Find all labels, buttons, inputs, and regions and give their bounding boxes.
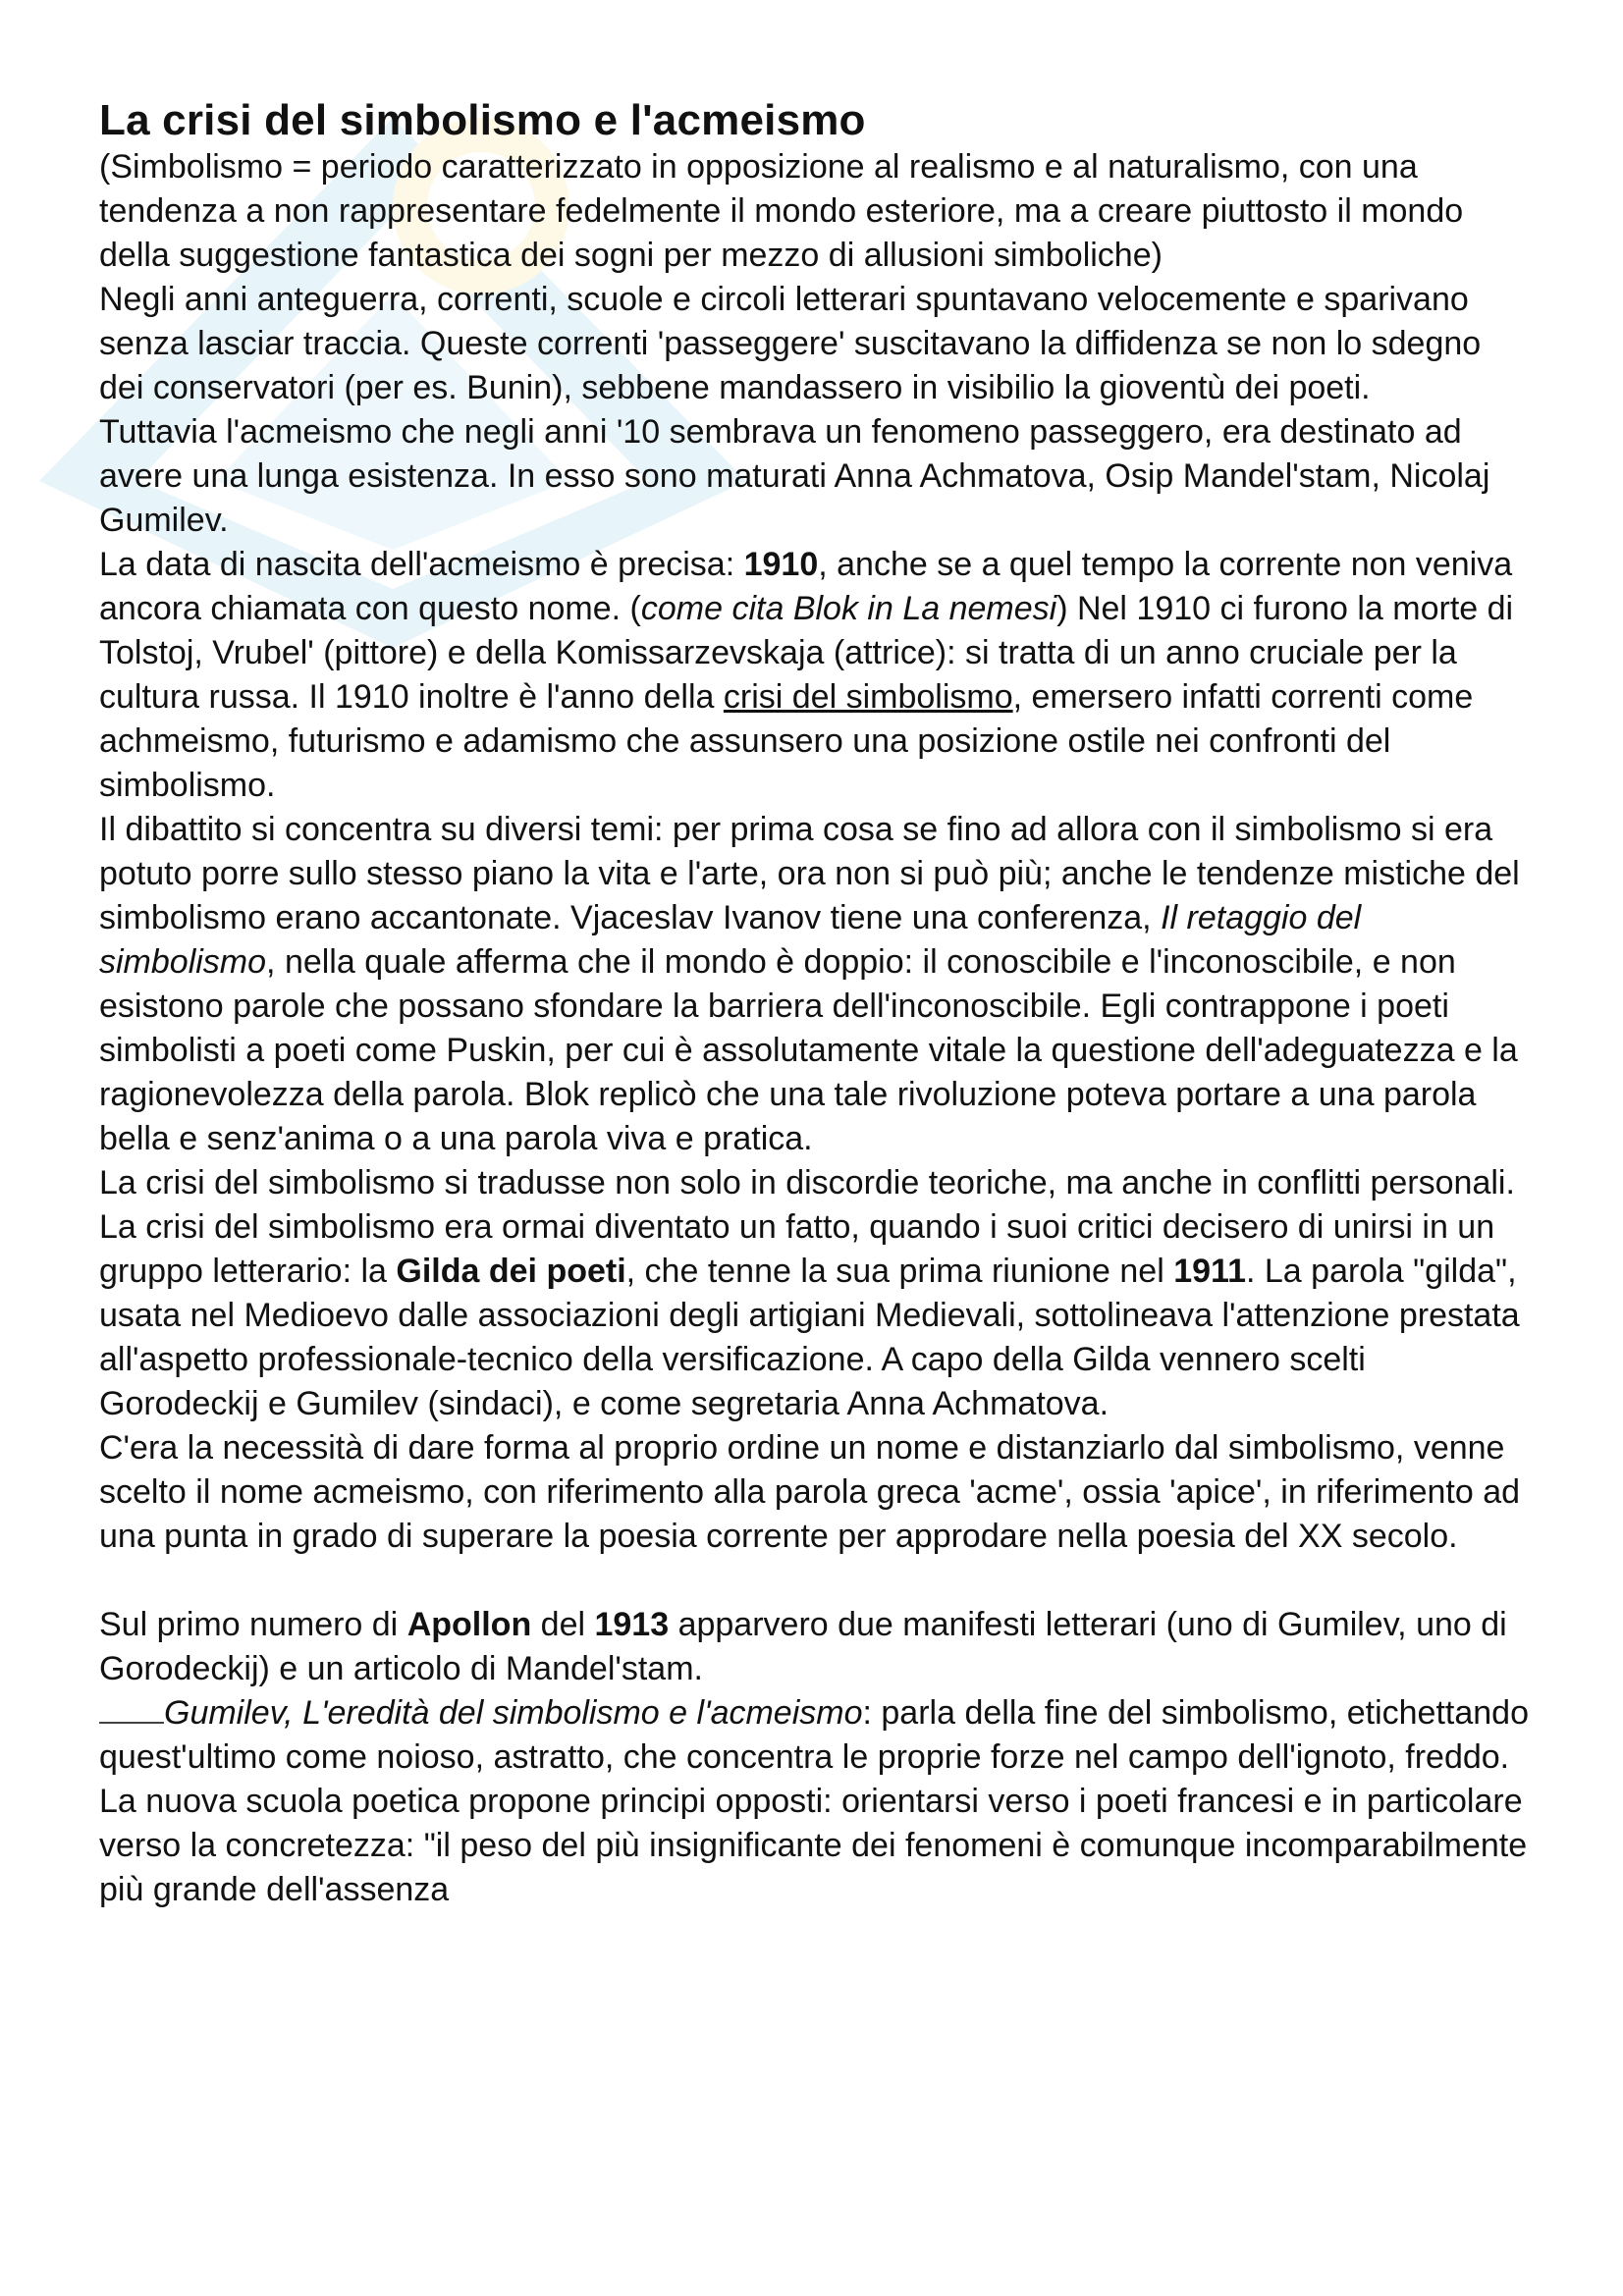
text-segment: ) Nel 1910 ci furono la morte di Tolstoj, Vrubel' (pittore) e della Komissarzevskaja (attrice): si tratta di un anno cruciale per la cultura russa. Il 1910 inoltre è l'anno della [99,590,1514,716]
text-segment: , anche se a quel tempo la corrente non veniva ancora chiamata con questo nome. ( [99,546,1513,627]
fill-in-blank [99,1696,164,1724]
text-segment: 1913 [594,1606,670,1643]
paragraph-p10 [99,1691,1533,1912]
text-segment: apparvero due manifesti letterari (uno di Gumilev, uno di Gorodeckij) e un articolo di Mandel'stam. [99,1606,1507,1687]
text-segment: (Simbolismo = periodo caratterizzato in opposizione al realismo e al naturalismo, con una tendenza a non rappresentare fedelmente il mondo esteriore, ma a creare piuttosto il mondo della suggestione fantastica dei sogni per mezzo di allusioni simboliche) [99,148,1464,274]
paragraph-p2 [99,278,1533,410]
text-segment: Gilda dei poeti [396,1253,626,1290]
text-segment: . La parola "gilda", usata nel Medioevo dalle associazioni degli artigiani Medievali, sottolineava l'attenzione prestata all'aspetto professionale-tecnico della versificazione. A capo della Gilda vennero scelti Gorodeckij e Gumilev (sindaci), e come segretaria Anna Achmatova. [99,1253,1520,1422]
document-body [99,145,1533,1912]
paragraph-p3 [99,410,1533,543]
document-title: La crisi del simbolismo e l'acmeismo [99,96,866,144]
text-segment: La crisi del simbolismo era ormai diventato un fatto, quando i suoi critici decisero di unirsi in un gruppo letterario: la [99,1208,1495,1290]
paragraph-p8 [99,1426,1533,1559]
text-segment: Gumilev, L'eredità del simbolismo e l'acmeismo [164,1694,863,1732]
text-segment: 1910 [743,546,819,583]
text-segment: , nella quale afferma che il mondo è doppio: il conoscibile e l'inconoscibile, e non esistono parole che possano sfondare la barriera dell'inconoscibile. Egli contrappone i poeti simbolisti a poeti come Puskin, per cui è assolutamente vitale la questione dell'adeguatezza e la ragionevolezza della parola. Blok replicò che una tale rivoluzione poteva portare a una parola bella e senz'anima o a una parola viva e pratica. [99,943,1518,1157]
paragraph-p4 [99,543,1533,808]
text-segment: Il dibattito si concentra su diversi temi: per prima cosa se fino ad allora con il simbolismo si era potuto porre sullo stesso piano la vita e l'arte, ora non si può più; anche le tendenze mistiche del simbolismo erano accantonate. Vjaceslav Ivanov tiene una conferenza, [99,811,1520,936]
blank-line [99,1559,1533,1603]
text-segment: Il retaggio del simbolismo [99,899,1362,981]
text-segment: , emersero infatti correnti come achmeismo, futurismo e adamismo che assunsero una posizione ostile nei confronti del simbolismo. [99,678,1474,804]
text-segment: Negli anni anteguerra, correnti, scuole e circoli letterari spuntavano velocemente e sparivano senza lasciar traccia. Queste correnti 'passeggere' suscitavano la diffidenza se non lo sdegno dei conservatori (per es. Bunin), sebbene mandassero in visibilio la gioventù dei poeti. [99,281,1482,406]
paragraph-p1 [99,145,1533,278]
text-segment: : parla della fine del simbolismo, etichettando quest'ultimo come noioso, astratto, che concentra le proprie forze nel campo dell'ignoto, freddo. La nuova scuola poetica propone principi opposti: orientarsi verso i poeti francesi e in particolare verso la concretezza: "il peso del più insignificante dei fenomeni è comunque incomparabilmente più grande dell'assenza [99,1694,1529,1908]
text-segment: 1911 [1173,1253,1246,1290]
text-segment: Sul primo numero di [99,1606,407,1643]
text-segment: , che tenne la sua prima riunione nel [625,1253,1174,1290]
text-segment: La data di nascita dell'acmeismo è precisa: [99,546,744,583]
text-segment: Tuttavia l'acmeismo che negli anni '10 sembrava un fenomeno passeggero, era destinato ad avere una lunga esistenza. In esso sono maturati Anna Achmatova, Osip Mandel'stam, Nicolaj Gumilev. [99,413,1490,539]
text-segment: crisi del simbolismo [723,678,1013,716]
paragraph-p9 [99,1603,1533,1691]
paragraph-p5 [99,808,1533,1161]
text-segment: del [531,1606,595,1643]
text-segment: C'era la necessità di dare forma al proprio ordine un nome e distanziarlo dal simbolismo, venne scelto il nome acmeismo, con riferimento alla parola greca 'acme', ossia 'apice', in riferimento ad una punta in grado di superare la poesia corrente per approdare nella poesia del XX secolo. [99,1429,1521,1555]
document-page [99,96,1533,1912]
text-segment: La crisi del simbolismo si tradusse non solo in discordie teoriche, ma anche in conflitti personali. [99,1164,1515,1201]
paragraph-p6 [99,1161,1533,1205]
text-segment: Apollon [406,1606,532,1643]
paragraph-p7 [99,1205,1533,1426]
text-segment: come cita Blok in La nemesi [640,590,1057,627]
